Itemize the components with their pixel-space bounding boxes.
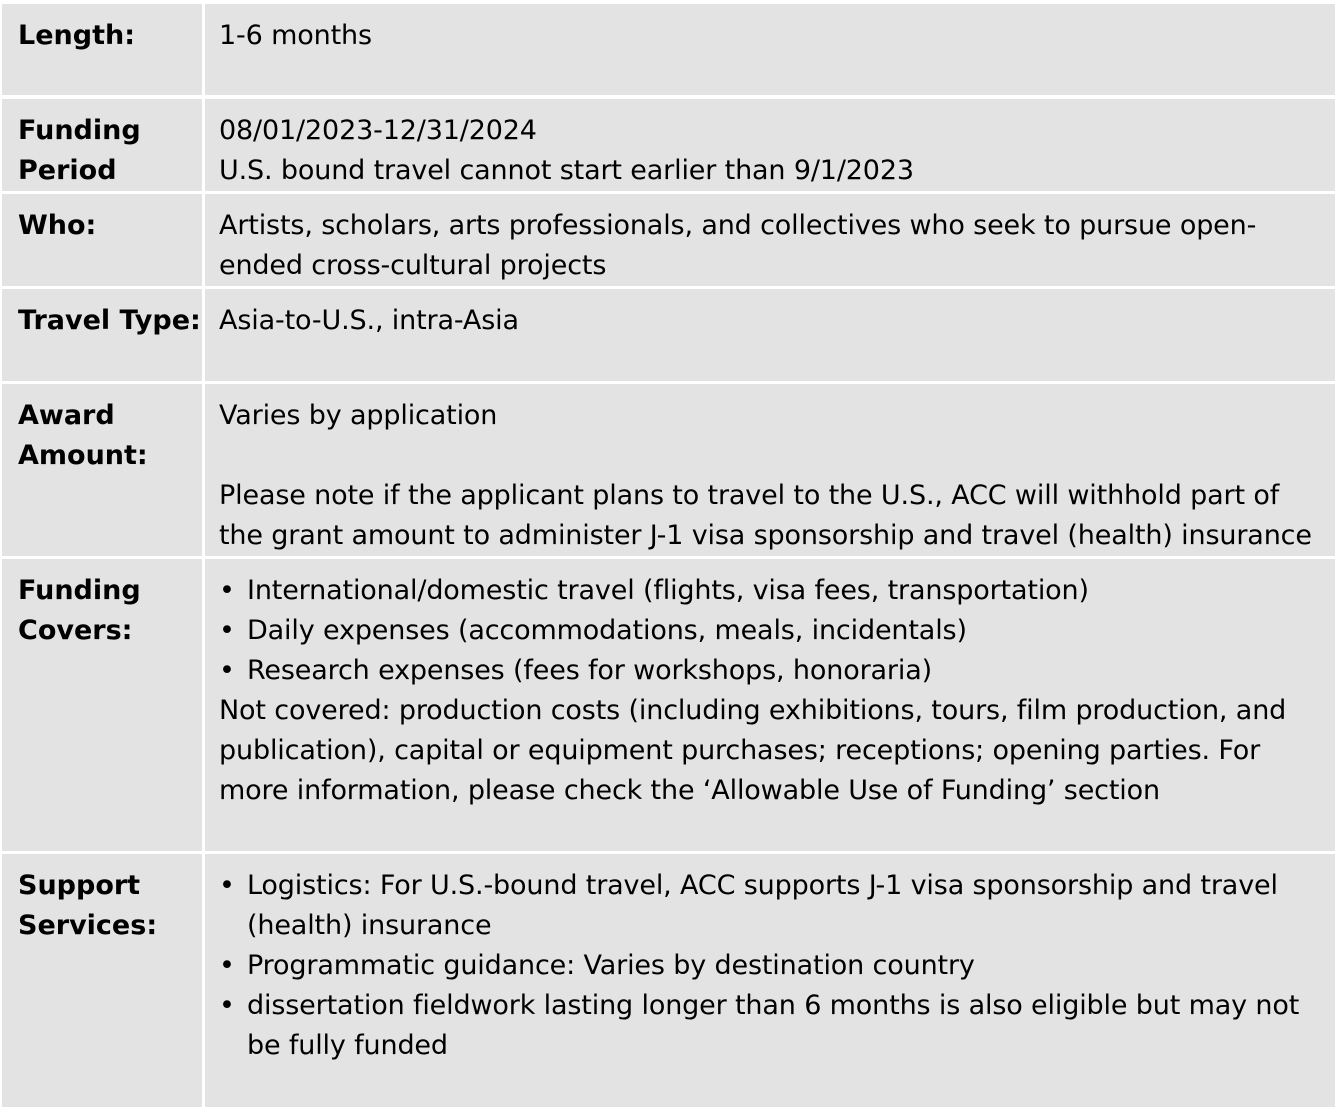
- value-cell: [205, 194, 1335, 286]
- blank-line: [219, 436, 1317, 476]
- value-cell: [205, 559, 1335, 851]
- list-item: [219, 986, 1317, 1066]
- bullet-icon: •: [219, 615, 235, 646]
- value-line: Artists, scholars, arts professionals, and collectives who seek to pursue open-: [219, 210, 1257, 241]
- row-label: Who:: [18, 210, 97, 241]
- value-line: U.S. bound travel cannot start earlier than 9/1/2023: [219, 155, 914, 186]
- bullet-icon: •: [219, 575, 235, 606]
- value-cell: [205, 289, 1335, 381]
- row-label: Funding Period: [18, 115, 141, 186]
- list-item-text: Logistics: For U.S.-bound travel, ACC supports J-1 visa sponsorship and travel: [247, 870, 1278, 901]
- value-line: Asia-to-U.S., intra-Asia: [219, 305, 519, 336]
- row-support-services: [0, 854, 1340, 1107]
- list-item: [219, 946, 1317, 986]
- row-travel-type: [0, 289, 1340, 381]
- list-item: [219, 571, 1317, 611]
- row-label: Support Services:: [18, 870, 158, 941]
- bullet-icon: •: [219, 990, 235, 1021]
- value-line: 1-6 months: [219, 20, 372, 51]
- value-cell: [205, 4, 1335, 95]
- list-item-text: dissertation fieldwork lasting longer than 6 months is also eligible but may not: [247, 990, 1300, 1021]
- label-cell: [2, 854, 202, 1107]
- list-item-text: Programmatic guidance: Varies by destination country: [247, 950, 975, 981]
- list-item-text: be fully funded: [247, 1030, 448, 1061]
- not-covered-line: publication), capital or equipment purchases; receptions; opening parties. For: [219, 735, 1261, 766]
- row-length: [0, 4, 1340, 95]
- bullet-icon: •: [219, 655, 235, 686]
- label-cell: [2, 289, 202, 381]
- label-cell: [2, 384, 202, 556]
- list-item-text: (health) insurance: [247, 910, 492, 941]
- row-funding-covers: [0, 559, 1340, 851]
- row-label: Length:: [18, 20, 135, 51]
- row-label: Funding Covers:: [18, 575, 141, 646]
- not-covered-line: Not covered: production costs (including exhibitions, tours, film production, and: [219, 695, 1287, 726]
- label-cell: [2, 559, 202, 851]
- label-cell: [2, 99, 202, 191]
- row-label: Travel Type:: [18, 305, 201, 336]
- not-covered-line: more information, please check the ‘Allowable Use of Funding’ section: [219, 775, 1160, 806]
- value-line: ended cross-cultural projects: [219, 250, 607, 281]
- list-item: [219, 611, 1317, 651]
- label-cell: [2, 194, 202, 286]
- value-cell: [205, 99, 1335, 191]
- bullet-icon: •: [219, 950, 235, 981]
- list-item: [219, 651, 1317, 691]
- list-item-text: Research expenses (fees for workshops, honoraria): [247, 655, 932, 686]
- row-label: Award Amount:: [18, 400, 148, 471]
- bullet-icon: •: [219, 870, 235, 901]
- row-who: [0, 194, 1340, 286]
- label-cell: [2, 4, 202, 95]
- row-funding-period: [0, 99, 1340, 191]
- value-line: Varies by application: [219, 400, 498, 431]
- value-cell: [205, 384, 1335, 556]
- row-award-amount: [0, 384, 1340, 556]
- list-item-text: International/domestic travel (flights, visa fees, transportation): [247, 575, 1089, 606]
- value-cell: [205, 854, 1335, 1107]
- covers-list: [219, 571, 1317, 691]
- list-item-text: Daily expenses (accommodations, meals, incidentals): [247, 615, 967, 646]
- note-line: Please note if the applicant plans to travel to the U.S., ACC will withhold part of: [219, 480, 1280, 511]
- note-line: the grant amount to administer J-1 visa sponsorship and travel (health) insurance: [219, 520, 1312, 551]
- support-list: [219, 866, 1317, 1066]
- value-line: 08/01/2023-12/31/2024: [219, 115, 537, 146]
- list-item: [219, 866, 1317, 946]
